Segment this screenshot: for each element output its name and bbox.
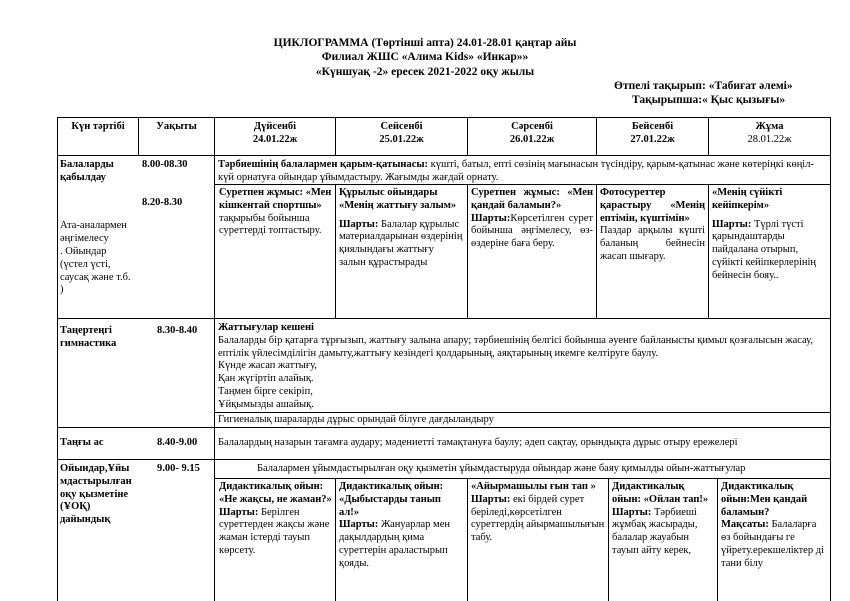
header-time: Уақыты <box>156 121 197 132</box>
games-cell-1: Дидактикалық ойын: «Не жақсы, не жаман?» Шарты: Берілген суреттерден жақсы және жаман істерді тауып көрсету. <box>219 481 332 556</box>
exercise-line: Ұйқымызды ашайық. <box>218 398 314 410</box>
row-parents-time: 8.20-8.30 <box>142 197 183 208</box>
doc-group: «Күншуақ -2» ересек 2021-2022 оқу жылы <box>315 66 535 78</box>
row-reception-intro: Тәрбиешінің балалармен қарым-қатынасы: күшті, батыл, епті сөзінің мағынасын түсіндіру, қарым-қатынас және көтеріңкі көңіл-күй орнатуға ойындар ұйымдастыру. Жағымды жағдай орнату. <box>218 159 814 183</box>
row-gymnastics-time: 8.30-8.40 <box>157 325 198 336</box>
header-day-1: Дүйсенбі 24.01.22ж <box>252 121 298 145</box>
games-prep-intro: Балалармен ұйымдастырылған оқу қызметін ұйымдастыруда ойындар және баяу қимылды ойын-жаттығулар <box>257 463 746 474</box>
exercise-line: Күнде жасап жаттығу, <box>218 360 317 372</box>
cyclogram-table <box>57 117 831 601</box>
row-breakfast-label: Таңғы ас <box>60 437 104 448</box>
hygiene-text: Гигиеналық шараларды дұрыс орындай білуге дағдыландыру <box>218 414 494 425</box>
gymnastics-content: Жаттығулар кешені Балаларды бір қатарға тұрғызып, жаттығу залына апару; тәрбиешінің белгісі бойынша әуенге байланысты қимыл қозғалысын жасау, ептілік үйлесімділігін дамыту,жаттығу кезіндегі қолдарының, аяқтарының икемге келтіруге баулу. Күнде жасап жаттығу, Қан жүгіртіп алайық. Таңмен бірге секіріп, Ұйқымызды ашайық. <box>218 322 828 412</box>
reception-cell-1: Суретпен жұмыс: «Мен кішкентай спортшы» тақырыбы бойынша суреттерді топтастыру. <box>219 187 332 237</box>
games-cell-2: Дидактикалық ойын: «Дыбыстарды танып ал!» Шарты: Жануарлар мен дақылдардың қима суреттерін араластырып қояды. <box>339 481 450 569</box>
exercise-line: Таңмен бірге секіріп, <box>218 385 313 397</box>
row-games-prep-time: 9.00- 9.15 <box>157 463 200 474</box>
row-games-prep-label: Ойындар,Ұйы мдастырылған оқу қызметіне (ҰОҚ) дайындық <box>60 463 132 526</box>
subtheme-label: Тақырыпша:« Қыс қызығы» <box>632 94 786 106</box>
header-day-5: Жұма 28.01.22ж <box>747 121 792 145</box>
games-cell-5: Дидактикалық ойын:Мен қандай баламын? Мақсаты: Балаларға өз бойындағы ге үйрету.ерекшеліктер ді тани білу <box>721 481 824 569</box>
header-regime: Күн тәртібі <box>71 121 125 132</box>
doc-title: ЦИКЛОГРАММА (Төртінші апта) 24.01-28.01 қаңтар айы <box>273 37 577 49</box>
breakfast-text: Балалардың назарын тағамға аудару; мәдениетті тамақтануға баулу; әдеп сақтау, орындықта дұрыс отыру ережелері <box>218 437 738 448</box>
row-breakfast-time: 8.40-9.00 <box>157 437 198 448</box>
doc-branch: Филиал ЖШС «Алима Kids» «Инкар»» <box>321 51 529 63</box>
reception-cell-2: Құрылыс ойындары «Менің жаттығу залым» Шарты: Балалар құрылыс материалдарынан өздерінің қиялындағы жаттығу залын құрастырады <box>339 187 463 268</box>
reception-cell-3: Суретпен жұмыс: «Мен қандай баламын?» Шарты:Көрсетілген сурет бойынша әңгімелесу, өз-өздеріне баға беру. <box>471 187 593 250</box>
games-cell-4: Дидактикалық ойын: «Ойлан тап!» Шарты: Тәрбиеші жұмбақ жасырады, балалар жауабын тауып айту керек, <box>612 481 709 556</box>
exercise-line: Қан жүгіртіп алайық. <box>218 373 314 385</box>
header-day-2: Сейсенбі 25.01.22ж <box>379 121 424 145</box>
row-parents-label: Ата-аналармен әңгімелесу <box>60 220 127 244</box>
row-reception-time: 8.00-08.30 <box>142 159 188 170</box>
row-games-label: . Ойындар (үстел үсті, саусақ және т.б. ) <box>60 246 131 296</box>
theme-label: Өтпелі тақырып: «Табиғат әлемі» <box>614 80 793 92</box>
reception-cell-4: Фотосуреттер қарастыру «Менің ептімін, күштімін» Паздар арқылы күшті баланың бейнесін жасап шығару. <box>600 187 705 262</box>
row-reception-label: Балаларды қабылдау <box>60 159 114 183</box>
row-gymnastics-label: Таңертеңгі гимнастика <box>60 325 117 349</box>
header-day-4: Бейсенбі 27.01.22ж <box>630 121 675 145</box>
games-cell-3: «Айырмашылы ғын тап » Шарты: екі бірдей сурет беріледі,көрсетілген суреттердің айырмашылығын табу. <box>471 481 605 544</box>
header-day-3: Сәрсенбі 26.01.22ж <box>509 121 555 145</box>
reception-cell-5: «Менің сүйікті кейіпкерім» Шарты: Түрлі түсті қарындаштарды пайдалана отырып, сүйікті кейіпкерлерінің бейнесін бояу.. <box>712 187 817 281</box>
